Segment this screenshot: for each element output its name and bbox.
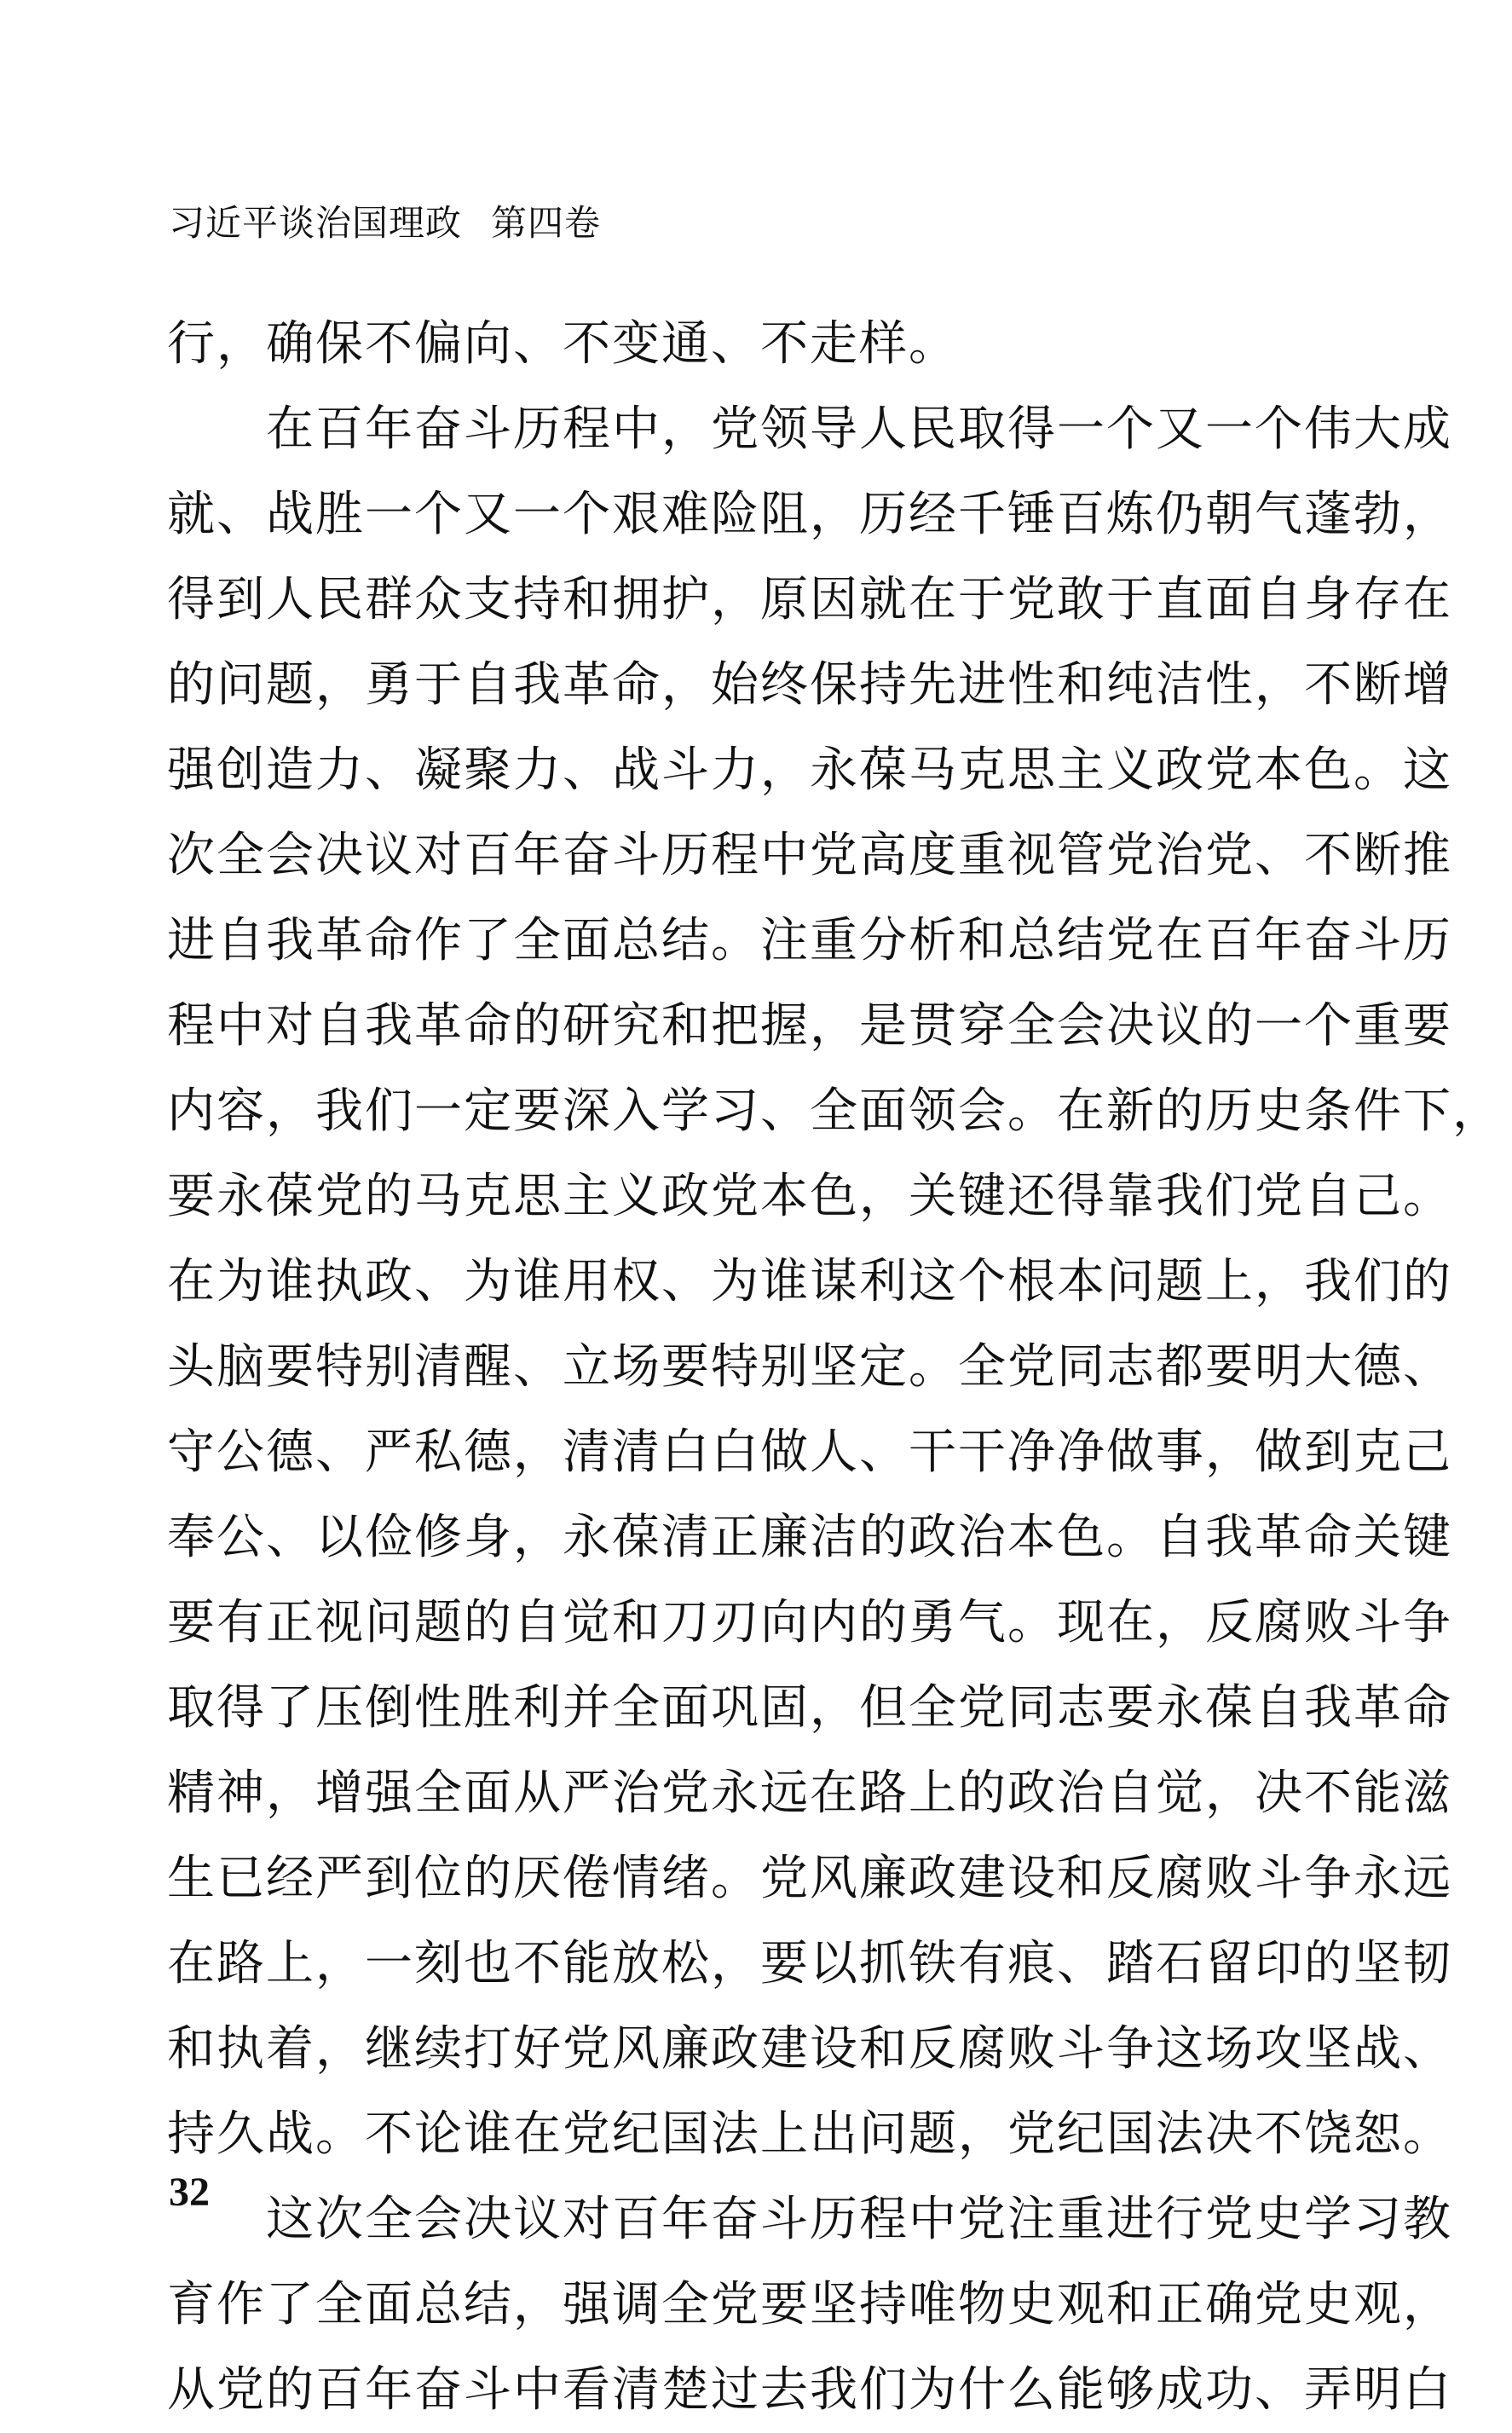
text-line: 内容，我们一定要深入学习、全面领会。在新的历史条件下， (167, 1084, 1502, 1139)
text-line: 生已经严到位的厌倦情绪。党风廉政建设和反腐败斗争永远 (167, 1851, 1452, 1906)
page-number: 32 (169, 2170, 210, 2215)
text-line: 次全会决议对百年奋斗历程中党高度重视管党治党、不断推 (167, 828, 1452, 883)
text-line: 的问题，勇于自我革命，始终保持先进性和纯洁性，不断增 (167, 657, 1452, 713)
volume-label: 第四卷 (491, 202, 602, 244)
text-line: 守公德、严私德，清清白白做人、干干净净做事，做到克己 (167, 1425, 1452, 1480)
text-line: 取得了压倒性胜利并全面巩固，但全党同志要永葆自我革命 (167, 1680, 1452, 1736)
text-line: 要永葆党的马克思主义政党本色，关键还得靠我们党自己。 (167, 1169, 1452, 1224)
text-line: 在为谁执政、为谁用权、为谁谋利这个根本问题上，我们的 (167, 1254, 1452, 1309)
text-line: 要有正视问题的自觉和刀刃向内的勇气。现在，反腐败斗争 (167, 1595, 1452, 1650)
text-line: 进自我革命作了全面总结。注重分析和总结党在百年奋斗历 (167, 913, 1452, 968)
paragraph-first-line: 在百年奋斗历程中，党领导人民取得一个又一个伟大成 (266, 402, 1452, 457)
text-line: 和执着，继续打好党风廉政建设和反腐败斗争这场攻坚战、 (167, 2021, 1452, 2077)
text-line: 程中对自我革命的研究和把握，是贯穿全会决议的一个重要 (167, 998, 1452, 1054)
text-line: 持久战。不论谁在党纪国法上出问题，党纪国法决不饶恕。 (167, 2106, 1452, 2162)
text-line: 奉公、以俭修身，永葆清正廉洁的政治本色。自我革命关键 (167, 1510, 1452, 1565)
body-text (167, 302, 1502, 2433)
text-line: 就、战胜一个又一个艰难险阻，历经千锤百炼仍朝气蓬勃， (167, 487, 1452, 542)
text-line: 从党的百年奋斗中看清楚过去我们为什么能够成功、弄明白 (167, 2362, 1452, 2418)
text-line: 育作了全面总结，强调全党要坚持唯物史观和正确党史观， (167, 2277, 1452, 2332)
text-line: 在路上，一刻也不能放松，要以抓铁有痕、踏石留印的坚韧 (167, 1936, 1452, 1991)
text-line: 行，确保不偏向、不变通、不走样。 (167, 316, 958, 372)
text-line: 强创造力、凝聚力、战斗力，永葆马克思主义政党本色。这 (167, 743, 1452, 798)
running-head (169, 198, 601, 249)
text-line: 得到人民群众支持和拥护，原因就在于党敢于直面自身存在 (167, 572, 1452, 627)
paragraph-first-line: 这次全会决议对百年奋斗历程中党注重进行党史学习教 (266, 2192, 1452, 2247)
book-title: 习近平谈治国理政 (169, 202, 463, 244)
text-line: 精神，增强全面从严治党永远在路上的政治自觉，决不能滋 (167, 1766, 1452, 1821)
text-line: 头脑要特别清醒、立场要特别坚定。全党同志都要明大德、 (167, 1339, 1452, 1395)
